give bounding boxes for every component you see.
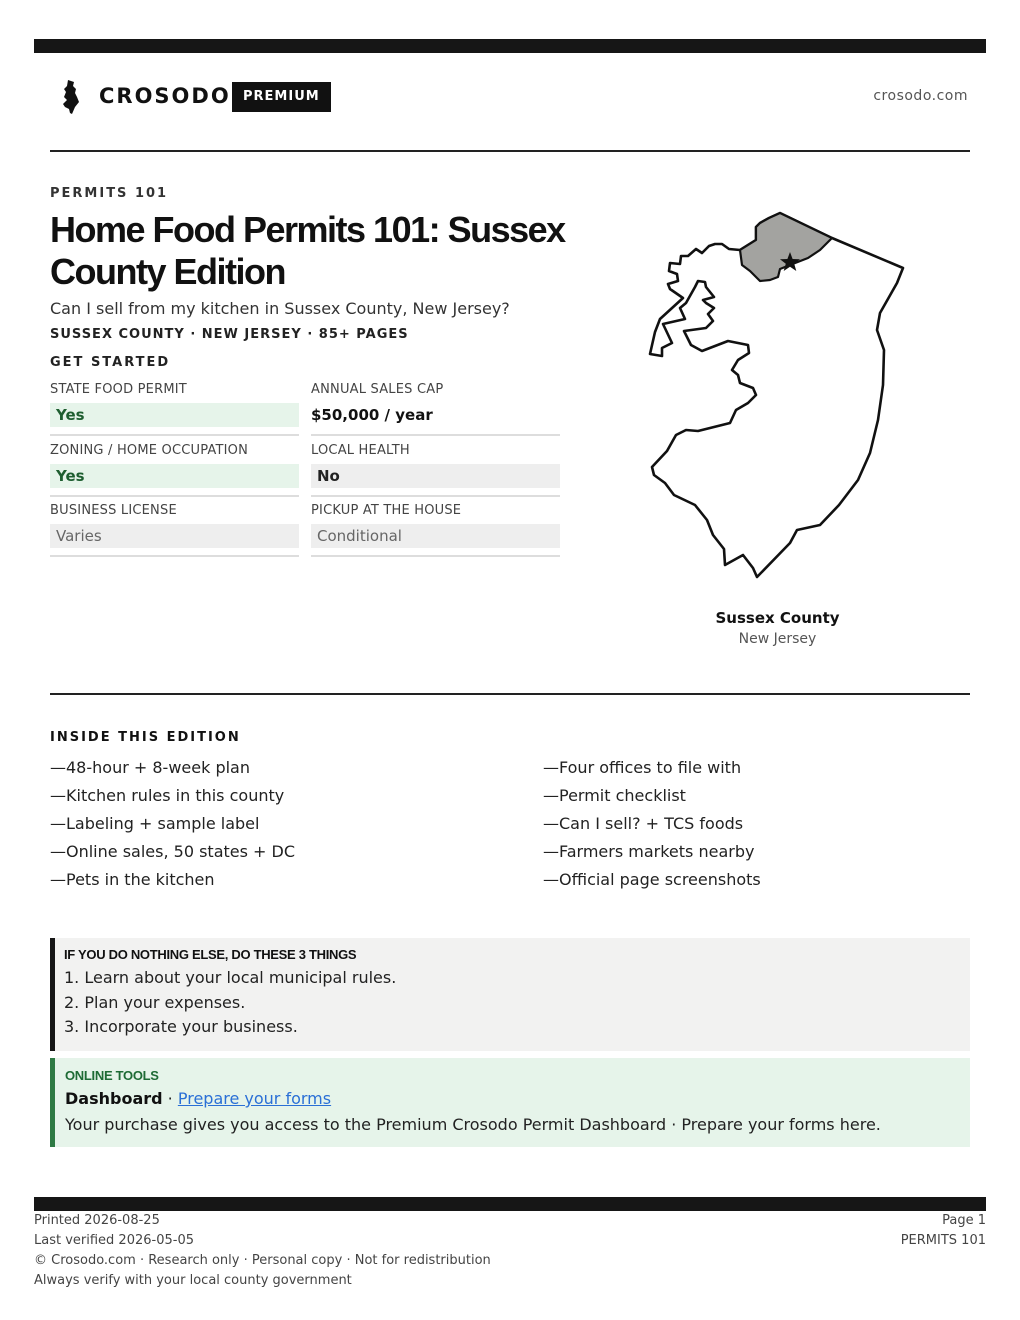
callout-heading: IF YOU DO NOTHING ELSE, DO THESE 3 THINGS bbox=[64, 947, 357, 962]
fact-value: No bbox=[311, 464, 560, 488]
fact-local-health bbox=[311, 443, 560, 497]
site-url[interactable]: crosodo.com bbox=[873, 88, 968, 104]
meta-line: SUSSEX COUNTY · NEW JERSEY · 85+ PAGES bbox=[50, 327, 409, 342]
footer-section: PERMITS 101 bbox=[900, 1233, 986, 1248]
list-item: —Four offices to file with bbox=[543, 758, 742, 777]
fact-label: PICKUP AT THE HOUSE bbox=[311, 503, 462, 518]
verify-note: Always verify with your local county government bbox=[34, 1273, 352, 1288]
fact-label: LOCAL HEALTH bbox=[311, 443, 410, 458]
fact-value: Yes bbox=[50, 403, 299, 427]
three-things-callout bbox=[50, 938, 970, 1051]
fact-label: ZONING / HOME OCCUPATION bbox=[50, 443, 249, 458]
fact-value: $50,000 / year bbox=[311, 406, 433, 424]
tools-description: Your purchase gives you access to the Premium Crosodo Permit Dashboard · Prepare your forms here. bbox=[65, 1115, 881, 1134]
separator: · bbox=[162, 1089, 178, 1108]
printed-date: Printed 2026-08-25 bbox=[34, 1213, 160, 1228]
fact-state-food-permit bbox=[50, 382, 299, 436]
map-state-label: New Jersey bbox=[738, 631, 817, 647]
list-item: —Kitchen rules in this county bbox=[50, 786, 285, 805]
verified-date: Last verified 2026-05-05 bbox=[34, 1233, 194, 1248]
bottom-bar bbox=[34, 1197, 986, 1211]
list-item: —Labeling + sample label bbox=[50, 814, 260, 833]
tools-heading: ONLINE TOOLS bbox=[65, 1068, 159, 1083]
list-item: —Permit checklist bbox=[543, 786, 686, 805]
copyright: © Crosodo.com · Research only · Personal copy · Not for redistribution bbox=[34, 1253, 491, 1268]
fact-pickup-at-house bbox=[311, 503, 560, 557]
inside-list-left bbox=[50, 758, 470, 898]
list-item: —Official page screenshots bbox=[543, 870, 761, 889]
get-started-heading: GET STARTED bbox=[50, 355, 171, 370]
subtitle: Can I sell from my kitchen in Sussex County, New Jersey? bbox=[50, 299, 510, 318]
footer-right bbox=[901, 1213, 986, 1253]
premium-badge: PREMIUM bbox=[232, 82, 331, 112]
kicker: PERMITS 101 bbox=[50, 186, 169, 201]
page-number: Page 1 bbox=[942, 1213, 986, 1228]
fact-value: Yes bbox=[50, 464, 299, 488]
list-item: —Online sales, 50 states + DC bbox=[50, 842, 296, 861]
state-map bbox=[640, 205, 920, 590]
callout-item: 1. Learn about your local municipal rules. bbox=[64, 968, 397, 987]
section-divider bbox=[50, 693, 970, 695]
page-title: Home Food Permits 101: Sussex County Edition bbox=[50, 209, 565, 292]
top-bar bbox=[34, 39, 986, 53]
callout-item: 3. Incorporate your business. bbox=[64, 1017, 298, 1036]
brand-name: CROSODO bbox=[99, 84, 231, 108]
fact-value: Varies bbox=[50, 524, 299, 548]
dashboard-label: Dashboard bbox=[65, 1089, 163, 1108]
header-divider bbox=[50, 150, 970, 152]
callout-item: 2. Plan your expenses. bbox=[64, 992, 246, 1012]
list-item: —Can I sell? + TCS foods bbox=[543, 814, 744, 833]
list-item: —Farmers markets nearby bbox=[543, 842, 755, 861]
fact-label: BUSINESS LICENSE bbox=[50, 503, 177, 518]
inside-heading: INSIDE THIS EDITION bbox=[50, 730, 241, 745]
fact-zoning bbox=[50, 443, 299, 497]
online-tools-callout bbox=[50, 1058, 970, 1147]
list-item: —48-hour + 8-week plan bbox=[50, 758, 250, 777]
list-item: —Pets in the kitchen bbox=[50, 870, 215, 889]
header bbox=[50, 78, 970, 118]
prepare-forms-link[interactable]: Prepare your forms bbox=[177, 1089, 332, 1108]
map-county-label: Sussex County bbox=[715, 609, 840, 627]
new-jersey-silhouette-icon bbox=[62, 80, 80, 114]
footer-left bbox=[34, 1213, 491, 1293]
fact-label: ANNUAL SALES CAP bbox=[311, 382, 444, 397]
fact-label: STATE FOOD PERMIT bbox=[50, 382, 187, 397]
fact-value: Conditional bbox=[311, 524, 560, 548]
fact-business-license bbox=[50, 503, 299, 557]
fact-annual-sales-cap bbox=[311, 382, 560, 436]
tools-dashboard-row bbox=[65, 1089, 970, 1115]
inside-list-right bbox=[543, 758, 963, 898]
